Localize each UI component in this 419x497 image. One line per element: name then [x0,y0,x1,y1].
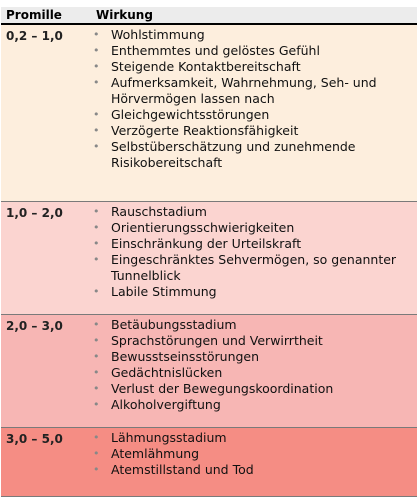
effect-text: Eingeschränktes Sehvermögen, so genannter Tunnelblick [111,252,397,283]
alcohol-effects-table [1,7,417,497]
table-row [1,428,417,497]
bullet-icon: • [93,221,100,234]
list-item [91,59,415,75]
effects-cell [91,428,417,497]
list-item [91,381,415,397]
list-item [91,123,415,139]
effect-text: Einschränkung der Urteilskraft [111,236,302,251]
list-item [91,204,415,220]
promille-range: 1,0 – 2,0 [1,202,91,315]
bullet-icon: • [93,334,100,347]
list-item [91,75,415,107]
list-item [91,27,415,43]
effect-text: Enthemmtes und gelöstes Gefühl [111,43,320,58]
list-item [91,317,415,333]
list-item [91,220,415,236]
promille-range: 0,2 – 1,0 [1,24,91,202]
bullet-icon: • [93,237,100,250]
list-item [91,107,415,123]
list-item [91,365,415,381]
table-row [1,202,417,315]
bullet-icon: • [93,431,100,444]
bullet-icon: • [93,140,100,153]
effect-text: Aufmerksamkeit, Wahrnehmung, Seh- und Hörvermögen lassen nach [111,75,377,106]
effect-text: Gleichgewichtsstörungen [111,107,270,122]
effect-text: Atemlähmung [111,446,200,461]
list-item [91,462,415,478]
bullet-icon: • [93,253,100,266]
table-header-row [1,7,417,24]
bullet-icon: • [93,44,100,57]
bullet-icon: • [93,382,100,395]
list-item [91,333,415,349]
effect-text: Selbstüberschätzung und zunehmende Risikobereitschaft [111,139,356,170]
effect-text: Gedächtnislücken [111,365,223,380]
effect-text: Sprachstörungen und Verwirrtheit [111,333,323,348]
bullet-icon: • [93,366,100,379]
list-item [91,446,415,462]
effects-list [91,317,415,413]
list-item [91,43,415,59]
header-wirkung: Wirkung [91,7,417,24]
effects-list [91,27,415,171]
bullet-icon: • [93,76,100,89]
list-item [91,284,415,300]
table-row [1,315,417,428]
effect-text: Steigende Kontaktbereitschaft [111,59,301,74]
effect-text: Rauschstadium [111,204,207,219]
list-item [91,430,415,446]
bullet-icon: • [93,350,100,363]
effects-list [91,430,415,478]
list-item [91,397,415,413]
bullet-icon: • [93,28,100,41]
effects-cell [91,315,417,428]
effect-text: Verlust der Bewegungskoordination [111,381,334,396]
effect-text: Verzögerte Reaktionsfähigkeit [111,123,299,138]
effects-list [91,204,415,300]
bullet-icon: • [93,318,100,331]
promille-range: 2,0 – 3,0 [1,315,91,428]
table-body [1,24,417,497]
effects-cell [91,202,417,315]
effects-cell [91,24,417,202]
bullet-icon: • [93,108,100,121]
effect-text: Betäubungsstadium [111,317,237,332]
effect-text: Orientierungsschwierigkeiten [111,220,295,235]
effect-text: Wohlstimmung [111,27,205,42]
bullet-icon: • [93,205,100,218]
effect-text: Lähmungsstadium [111,430,227,445]
bullet-icon: • [93,447,100,460]
effect-text: Alkoholvergiftung [111,397,221,412]
effect-text: Bewusstseinsstörungen [111,349,260,364]
bullet-icon: • [93,124,100,137]
list-item [91,139,415,171]
bullet-icon: • [93,463,100,476]
list-item [91,252,415,284]
list-item [91,349,415,365]
effect-text: Atemstillstand und Tod [111,462,254,477]
bullet-icon: • [93,60,100,73]
promille-range: 3,0 – 5,0 [1,428,91,497]
effect-text: Labile Stimmung [111,284,217,299]
bullet-icon: • [93,285,100,298]
bullet-icon: • [93,398,100,411]
table-row [1,24,417,202]
header-promille: Promille [1,7,91,24]
list-item [91,236,415,252]
